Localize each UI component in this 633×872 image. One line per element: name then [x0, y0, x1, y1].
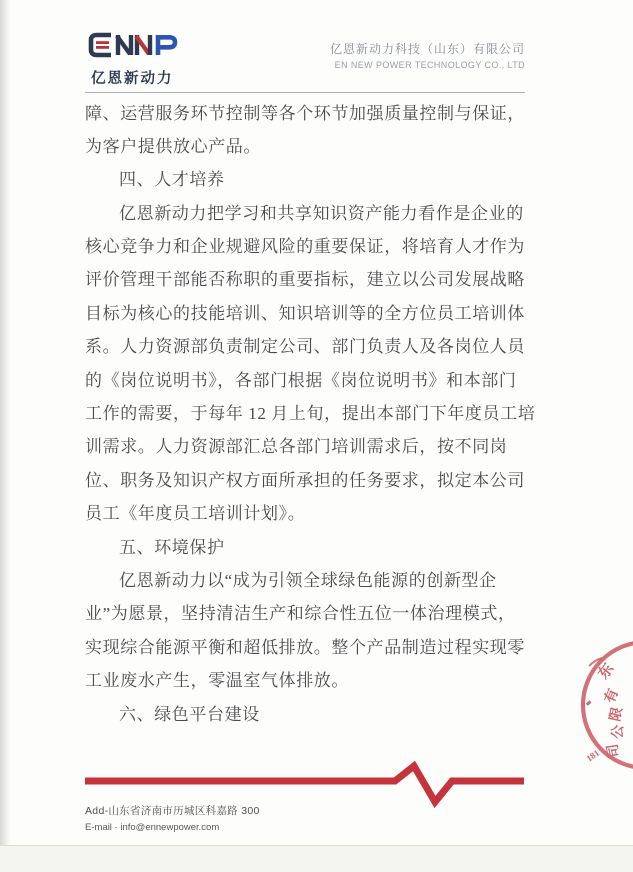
scan-edge-shadow [0, 0, 10, 845]
seal-char: 限 [608, 706, 626, 723]
logo-subtitle: 亿恩新动力 [91, 71, 174, 87]
company-logo [85, 30, 193, 88]
footer-address: Add-山东省济南市历城区科嘉路 300 [85, 805, 260, 817]
seal-char: 有 [602, 686, 622, 706]
body-line: 为客户提供放心产品。 [85, 136, 261, 156]
body-line: 系。人力资源部负责制定公司、部门负责人及各岗位人员 [85, 337, 525, 357]
seal-char: 司 [605, 742, 623, 759]
body-line: 障、运营服务环节控制等各个环节加强质量控制与保证， [85, 103, 525, 123]
body-line: 核心竞争力和企业规避风险的重要保证，将培育人才作为 [85, 237, 525, 257]
body-line: 位、职务及知识产权方面所承担的任务要求，拟定本公司 [85, 470, 525, 490]
document-header [85, 28, 525, 88]
document-body [85, 97, 536, 731]
header-divider [85, 92, 525, 93]
company-seal-stamp [575, 636, 633, 796]
body-line: 训需求。人力资源部汇总各部门培训需求后，按不同岗 [85, 437, 508, 457]
seal-char: 东 [595, 660, 618, 683]
body-line: 目标为核心的技能培训、知识培训等的全方位员工培训体 [85, 303, 525, 323]
body-line: 工业废水产生，零温室气体排放。 [85, 671, 349, 691]
company-names [330, 40, 525, 70]
footer-email: E-mail · info@ennewpower.com [85, 822, 220, 833]
seal-mark [586, 700, 592, 706]
body-line: 评价管理干部能否称职的重要指标，建立以公司发展战略 [85, 270, 525, 290]
section-heading: 五、环境保护 [119, 537, 225, 557]
body-line: 亿恩新动力以“成为引领全球绿色能源的创新型企 [119, 570, 497, 590]
body-line: 实现综合能源平衡和超低排放。整个产品制造过程实现零 [85, 637, 525, 657]
scan-bottom-edge [0, 845, 633, 872]
section-heading: 六、绿色平台建设 [119, 704, 260, 724]
seal-char: 公 [611, 724, 627, 740]
body-line: 业”为愿景，坚持清洁生产和综合性五位一体治理模式， [85, 604, 516, 624]
document-footer [85, 803, 260, 833]
company-name-en: EN NEW POWER TECHNOLOGY CO., LTD [334, 60, 525, 70]
body-line: 的《岗位说明书》，各部门根据《岗位说明书》和本部门 [85, 370, 517, 390]
seal-number: 181 [584, 747, 602, 764]
company-name-cn: 亿恩新动力科技（山东）有限公司 [329, 42, 525, 56]
body-line: 员工《年度员工培训计划》。 [85, 504, 306, 524]
body-line: 工作的需要，于每年 12 月上旬，提出本部门下年度员工培 [85, 404, 536, 424]
body-line: 亿恩新动力把学习和共享知识资产能力看作是企业的 [119, 203, 524, 223]
logo-ennp-icon [85, 30, 193, 60]
section-heading: 四、人才培养 [119, 170, 225, 190]
